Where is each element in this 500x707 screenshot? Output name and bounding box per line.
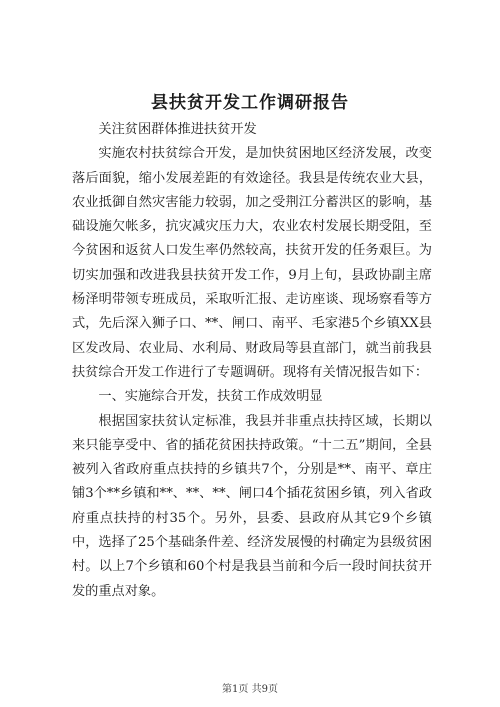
body-paragraph: 根据国家扶贫认定标准，我县并非重点扶持区域，长期以来只能享受中、省的插花贫困扶持政策。“十二五”期间，全县被列入省政府重点扶持的乡镇共7个，分别是**、南平、章庄铺3个**乡镇和**、**、**、闸口4个插花贫困乡镇，列入省政府重点扶持的村35个。另外，县委、县政府从其它9个乡镇中，选择了25个基础条件差、经济发展慢的村确定为县级贫困村。以上7个乡镇和60个村是我县当前和今后一段时间扶贫开发的重点对象。 [72, 413, 432, 599]
body-paragraph: 实施农村扶贫综合开发，是加快贫困地区经济发展，改变落后面貌，缩小发展差距的有效途径。我县是传统农业大县，农业抵御自然灾害能力较弱，加之受荆江分蓄洪区的影响，基础设施欠帐多，抗灾减灾压力大，农业农村发展长期受阻，至今贫困和返贫人口发生率仍然较高，扶贫开发的任务艰巨。为切实加强和改进我县扶贫开发工作，9月上旬，县政协副主席杨泽明带领专班成员，采取听汇报、走访座谈、现场察看等方式，先后深入狮子口、**、闸口、南平、毛家港5个乡镇XX县区发改局、农业局、水利局、财政局等县直部门，就当前我县扶贫综合开发工作进行了专题调研。现将有关情况报告如下： [72, 146, 432, 380]
document-body [72, 118, 432, 604]
subtitle-paragraph: 关注贫困群体推进扶贫开发 [98, 122, 257, 137]
page-number-footer: 第1页 共9页 [222, 684, 278, 695]
document-title: 县扶贫开发工作调研报告 [151, 93, 349, 113]
section-heading: 一、实施综合开发，扶贫工作成效明显 [98, 389, 323, 405]
